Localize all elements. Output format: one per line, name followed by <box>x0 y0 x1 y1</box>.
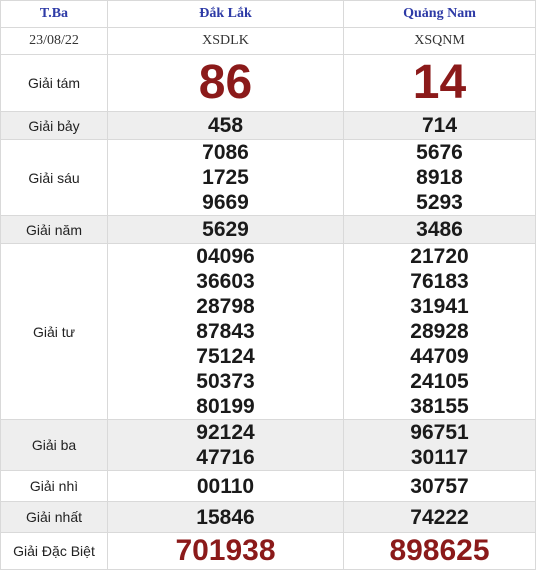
prize-cell-2 <box>344 112 536 140</box>
prize-cell-2 <box>344 216 536 244</box>
prize-row-g7 <box>1 112 536 140</box>
prize-number: 28798 <box>196 295 255 318</box>
prize-row-g2 <box>1 471 536 502</box>
province-code-2: XSQNM <box>344 28 536 55</box>
special-prize-number: 898625 <box>389 534 490 567</box>
header-row <box>1 1 536 28</box>
prize-row-special <box>1 533 536 570</box>
prize-cell-2 <box>344 420 536 471</box>
prize-number: 92124 <box>196 421 255 444</box>
prize-cell-2 <box>344 471 536 502</box>
prize-number: 75124 <box>196 345 255 368</box>
special-prize-number: 701938 <box>175 534 276 567</box>
prize-number: 8918 <box>416 166 463 189</box>
prize-number: 14 <box>412 56 467 109</box>
prize-row-g6 <box>1 140 536 216</box>
prize-number: 38155 <box>410 395 469 418</box>
prize-number: 9669 <box>202 191 249 214</box>
prize-number: 74222 <box>410 505 469 529</box>
prize-number: 47716 <box>196 446 255 469</box>
prize-row-g8 <box>1 55 536 112</box>
prize-cell-2 <box>344 140 536 216</box>
prize-number: 5676 <box>416 141 463 164</box>
prize-label: Giải sáu <box>1 140 108 216</box>
prize-number: 458 <box>207 114 244 137</box>
prize-row-g5 <box>1 216 536 244</box>
prize-cell-1 <box>108 471 344 502</box>
prize-number: 7086 <box>202 141 249 164</box>
prize-number: 04096 <box>196 245 255 268</box>
day-header: T.Ba <box>1 1 108 28</box>
prize-number: 15846 <box>196 505 255 529</box>
prize-cell-2 <box>344 55 536 112</box>
prize-label: Giải tám <box>1 55 108 112</box>
prize-label: Giải Đặc Biệt <box>1 533 108 570</box>
prize-number: 1725 <box>202 166 249 189</box>
prize-cell-1 <box>108 216 344 244</box>
prize-number: 714 <box>421 114 458 137</box>
prize-cell-1 <box>108 244 344 420</box>
prize-cell-1 <box>108 112 344 140</box>
prize-number: 87843 <box>196 320 255 343</box>
prize-cell-2 <box>344 533 536 570</box>
prize-cell-1 <box>108 533 344 570</box>
prize-cell-1 <box>108 420 344 471</box>
prize-number: 30757 <box>410 474 469 498</box>
prize-cell-1 <box>108 502 344 533</box>
prize-number: 86 <box>198 56 253 109</box>
prize-number: 50373 <box>196 370 255 393</box>
prize-label: Giải tư <box>1 244 108 420</box>
province-code-1: XSDLK <box>108 28 344 55</box>
prize-number: 5629 <box>202 218 249 241</box>
prize-number: 31941 <box>410 295 469 318</box>
prize-cell-1 <box>108 140 344 216</box>
prize-row-g4 <box>1 244 536 420</box>
prize-cell-2 <box>344 502 536 533</box>
prize-cell-2 <box>344 244 536 420</box>
prize-label: Giải bảy <box>1 112 108 140</box>
prize-label: Giải nhì <box>1 471 108 502</box>
prize-number: 96751 <box>410 421 469 444</box>
prize-number: 80199 <box>196 395 255 418</box>
prize-number: 5293 <box>416 191 463 214</box>
prize-row-g3 <box>1 420 536 471</box>
province-header-2[interactable]: Quảng Nam <box>344 1 536 28</box>
prize-number: 28928 <box>410 320 469 343</box>
prize-label: Giải ba <box>1 420 108 471</box>
prize-label: Giải năm <box>1 216 108 244</box>
prize-cell-1 <box>108 55 344 112</box>
prize-number: 36603 <box>196 270 255 293</box>
prize-number: 24105 <box>410 370 469 393</box>
prize-number: 30117 <box>410 446 469 469</box>
prize-number: 76183 <box>410 270 469 293</box>
prize-number: 44709 <box>410 345 469 368</box>
draw-date[interactable]: 23/08/22 <box>1 28 108 55</box>
province-header-1[interactable]: Đắk Lắk <box>108 1 344 28</box>
prize-number: 3486 <box>416 218 463 241</box>
prize-number: 00110 <box>196 474 255 498</box>
codes-row <box>1 28 536 55</box>
prize-label: Giải nhất <box>1 502 108 533</box>
prize-row-g1 <box>1 502 536 533</box>
prize-number: 21720 <box>410 245 469 268</box>
